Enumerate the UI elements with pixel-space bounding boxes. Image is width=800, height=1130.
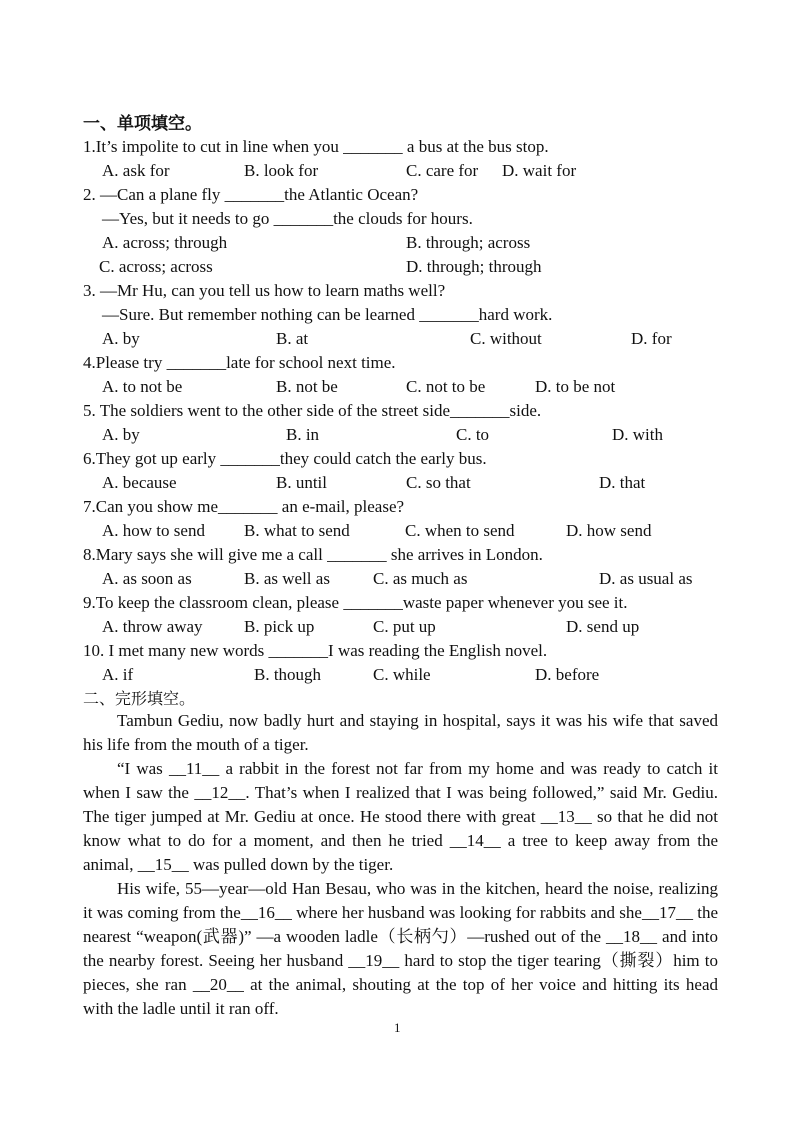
- q8-option-a: A. as soon as: [102, 569, 192, 588]
- q4-stem: 4.Please try _______late for school next time.: [83, 353, 396, 372]
- q9-option-b: B. pick up: [244, 617, 315, 636]
- q5-stem: 5. The soldiers went to the other side of the street side_______side.: [83, 401, 542, 420]
- q1-option-b: B. look for: [244, 161, 319, 180]
- q7-option-c: C. when to send: [405, 521, 515, 540]
- q2-stem-reply: —Yes, but it needs to go _______the clouds for hours.: [102, 209, 473, 228]
- q6-option-d: D. that: [599, 473, 646, 492]
- q3-option-b: B. at: [276, 329, 309, 348]
- q9-option-c: C. put up: [373, 617, 436, 636]
- q5-option-a: A. by: [102, 425, 140, 444]
- q8-option-b: B. as well as: [244, 569, 330, 588]
- q3-option-d: D. for: [631, 329, 672, 348]
- q3-stem: 3. —Mr Hu, can you tell us how to learn maths well?: [83, 281, 446, 300]
- q7-option-b: B. what to send: [244, 521, 350, 540]
- q3-option-a: A. by: [102, 329, 140, 348]
- q10-option-c: C. while: [373, 665, 431, 684]
- q9-stem: 9.To keep the classroom clean, please _______waste paper whenever you see it.: [83, 593, 628, 612]
- q9-option-a: A. throw away: [102, 617, 203, 636]
- q5-option-c: C. to: [456, 425, 490, 444]
- q2-option-d: D. through; through: [406, 257, 542, 276]
- q4-option-d: D. to be not: [535, 377, 616, 396]
- q6-option-c: C. so that: [406, 473, 471, 492]
- q10-stem: 10. I met many new words _______I was reading the English novel.: [83, 641, 548, 660]
- q8-option-c: C. as much as: [373, 569, 468, 588]
- passage-paragraph-3: His wife, 55—year—old Han Besau, who was in the kitchen, heard the noise, realizing it was coming from the__16__ where her husband was looking for rabbits and she__17__ the nearest “weapon(武器)” —a wooden ladle（长柄勺）—rushed out of the __18__ and into the nearby forest. Seeing her husband __19__ hard to stop the tiger tearing（撕裂）him to pieces, she ran __20__ at the animal, shouting at the top of her voice and hitting its head with the ladle until it ran off.: [83, 879, 718, 1018]
- section2-title: 二、完形填空。: [83, 689, 196, 708]
- q1-option-c: C. care for: [406, 161, 479, 180]
- q10-option-a: A. if: [102, 665, 134, 684]
- q8-stem: 8.Mary says she will give me a call _______ she arrives in London.: [83, 545, 543, 564]
- q9-option-d: D. send up: [566, 617, 640, 636]
- q2-stem: 2. —Can a plane fly _______the Atlantic Ocean?: [83, 185, 419, 204]
- q2-option-a: A. across; through: [102, 233, 228, 252]
- q2-option-b: B. through; across: [406, 233, 531, 252]
- q8-option-d: D. as usual as: [599, 569, 693, 588]
- q5-option-d: D. with: [612, 425, 663, 444]
- passage-paragraph-1: Tambun Gediu, now badly hurt and staying in hospital, says it was his wife that saved his life from the mouth of a tiger.: [83, 711, 718, 754]
- q3-stem-reply: —Sure. But remember nothing can be learned _______hard work.: [102, 305, 553, 324]
- q4-option-a: A. to not be: [102, 377, 183, 396]
- q6-stem: 6.They got up early _______they could catch the early bus.: [83, 449, 487, 468]
- q3-option-c: C. without: [470, 329, 542, 348]
- q4-option-c: C. not to be: [406, 377, 486, 396]
- q1-stem: 1.It’s impolite to cut in line when you _______ a bus at the bus stop.: [83, 137, 549, 156]
- section1-title: 一、单项填空。: [83, 114, 202, 134]
- q7-option-a: A. how to send: [102, 521, 205, 540]
- page-number: 1: [394, 1020, 401, 1035]
- q10-option-b: B. though: [254, 665, 322, 684]
- q6-option-b: B. until: [276, 473, 328, 492]
- q7-option-d: D. how send: [566, 521, 652, 540]
- q5-option-b: B. in: [286, 425, 320, 444]
- q7-stem: 7.Can you show me_______ an e-mail, please?: [83, 497, 405, 516]
- q2-option-c: C. across; across: [99, 257, 213, 276]
- q6-option-a: A. because: [102, 473, 177, 492]
- q10-option-d: D. before: [535, 665, 600, 684]
- q1-option-a: A. ask for: [102, 161, 170, 180]
- q4-option-b: B. not be: [276, 377, 338, 396]
- passage-paragraph-2: “I was __11__ a rabbit in the forest not far from my home and was ready to catch it when I saw the __12__. That’s when I realized that I was being followed,” said Mr. Gediu. The tiger jumped at Mr. Gediu at once. He stood there with great __13__ so that he did not know what to do for a moment, and then he tried __14__ a tree to keep away from the animal, __15__ was pulled down by the tiger.: [83, 759, 718, 874]
- q1-option-d: D. wait for: [502, 161, 577, 180]
